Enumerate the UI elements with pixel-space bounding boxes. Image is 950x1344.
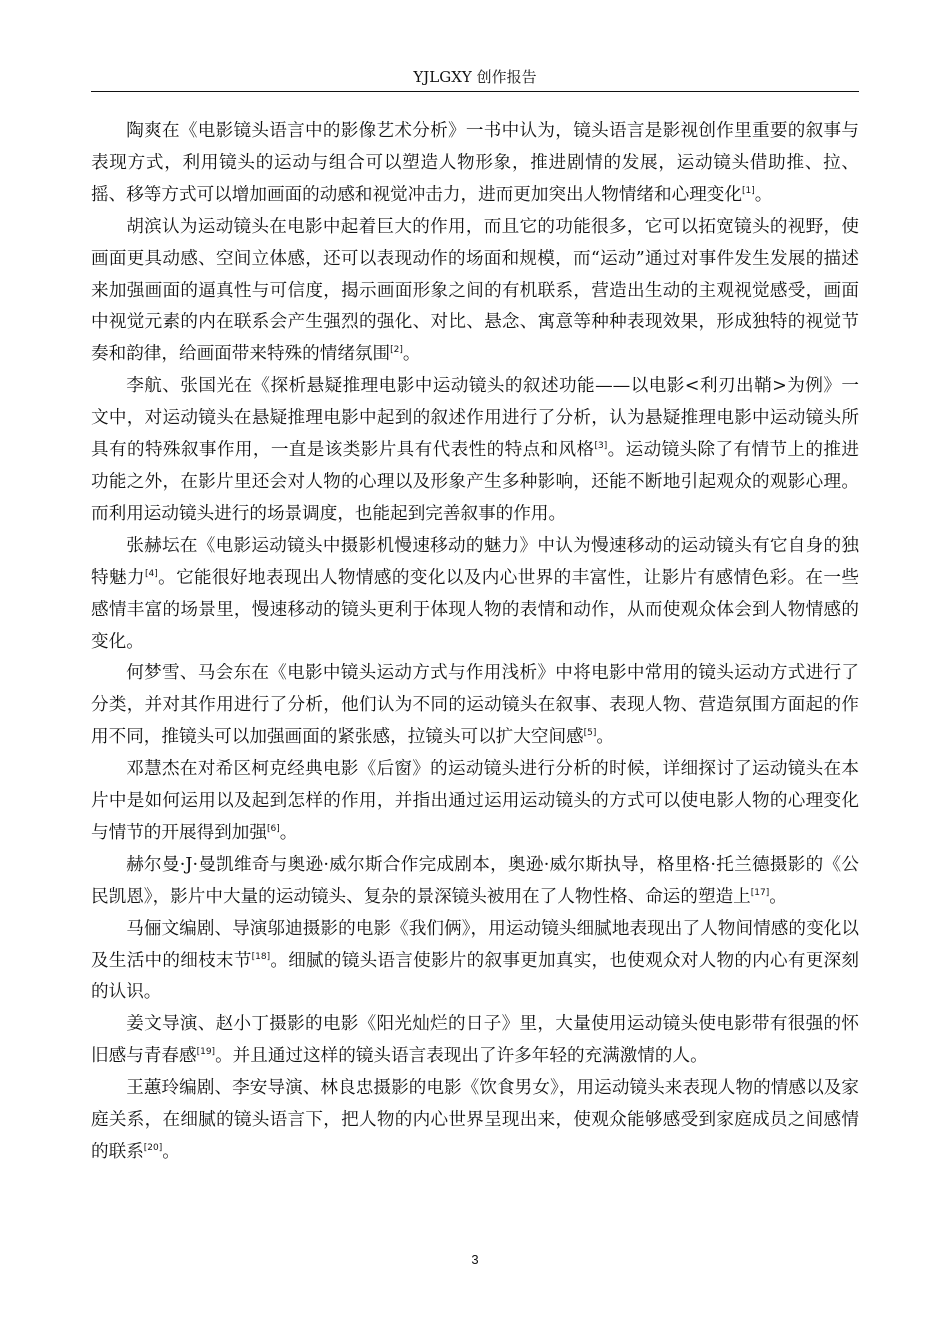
- paragraph-hu-bin: [91, 212, 859, 372]
- paragraph-women-lia: [91, 914, 859, 1010]
- citation-marker: [3]: [594, 441, 608, 452]
- paragraph-text: 胡滨认为运动镜头在电影中起着巨大的作用，而且它的功能很多，它可以拓宽镜头的视野，使画面更具动感、空间立体感，还可以表现动作的场面和规模，而“运动”通过对事件发生发展的描述来加强画面的逼真性与可信度，揭示画面形象之间的有机联系，营造出生动的主观视觉感受，画面中视觉元素的内在联系会产生强烈的强化、对比、悬念、寓意等种种表现效果，形成独特的视觉节奏和韵律，给画面带来特殊的情绪氛围: [91, 216, 859, 365]
- paragraph-text: 邓慧杰在对希区柯克经典电影《后窗》的运动镜头进行分析的时候，详细探讨了运动镜头在本片中是如何运用以及起到怎样的作用，并指出通过运用运动镜头的方式可以使电影人物的心理变化与情节的开展得到加强: [91, 759, 859, 843]
- paragraph-text-tail: 。: [162, 1142, 180, 1162]
- paragraph-text: 姜文导演、赵小丁摄影的电影《阳光灿烂的日子》里，大量使用运动镜头使电影带有很强的怀旧感与青春感: [91, 1014, 859, 1067]
- paragraph-zhang-hetan: [91, 531, 859, 659]
- paragraph-text-tail: 。并且通过这样的镜头语言表现出了许多年轻的充满激情的人。: [215, 1046, 708, 1067]
- paragraph-eat-drink: [91, 1073, 859, 1169]
- paragraph-citizen-kane: [91, 850, 859, 914]
- citation-marker: [19]: [196, 1047, 216, 1058]
- header-divider: [91, 91, 859, 92]
- running-header: YJLGXY 创作报告: [413, 68, 537, 86]
- paragraph-text-tail: 。它能很好地表现出人物情感的变化以及内心世界的丰富性，让影片有感情色彩。在一些感情丰富的场景里，慢速移动的镜头更利于体现人物的表情和动作，从而使观众体会到人物情感的变化。: [91, 567, 859, 652]
- paragraph-text-tail: 。: [402, 344, 421, 365]
- paragraph-deng-huijie: [91, 754, 859, 850]
- paragraph-li-hang: [91, 371, 859, 531]
- paragraph-he-mengxue: [91, 658, 859, 754]
- citation-marker: [5]: [583, 728, 597, 739]
- paragraph-text: 赫尔曼·J·曼凯维奇与奥逊·威尔斯合作完成剧本，奥逊·威尔斯执导，格里格·托兰德摄影的《公民凯恩》，影片中大量的运动镜头、复杂的景深镜头被用在了人物性格、命运的塑造上: [91, 854, 859, 907]
- citation-marker: [20]: [143, 1143, 163, 1153]
- paragraph-text: 李航、张国光在《探析悬疑推理电影中运动镜头的叙述功能——以电影<利刃出鞘>为例》一文中，对运动镜头在悬疑推理电影中起到的叙述作用进行了分析，认为悬疑推理电影中运动镜头所具有的特殊叙事作用，一直是该类影片具有代表性的特点和风格: [91, 376, 859, 461]
- paragraph-text-tail: 。: [279, 822, 298, 843]
- citation-marker: [1]: [741, 185, 755, 196]
- paragraph-text: 何梦雪、马会东在《电影中镜头运动方式与作用浅析》中将电影中常用的镜头运动方式进行了分类，并对其作用进行了分析，他们认为不同的运动镜头在叙事、表现人物、营造氛围方面起的作用不同，推镜头可以加强画面的紧张感，拉镜头可以扩大空间感: [91, 663, 859, 748]
- paragraph-text-tail: 。运动镜头除了有情节上的推进功能之外，在影片里还会对人物的心理以及形象产生多种影响，还能不断地引起观众的观影心理。而利用运动镜头进行的场景调度，也能起到完善叙事的作用。: [91, 440, 859, 524]
- page-number: 3: [471, 1252, 479, 1267]
- citation-marker: [4]: [144, 568, 158, 579]
- citation-marker: [17]: [750, 887, 770, 898]
- paragraph-text-tail: 。细腻的镜头语言使影片的叙事更加真实，也使观众对人物的内心有更深刻的认识。: [91, 950, 859, 1003]
- paragraph-text-tail: 。: [769, 886, 787, 907]
- paragraph-text-tail: 。: [596, 727, 614, 748]
- paragraph-sunny-days: [91, 1009, 859, 1073]
- citation-marker: [2]: [390, 345, 403, 356]
- citation-marker: [6]: [266, 823, 280, 834]
- paragraph-text: 马俪文编剧、导演邬迪摄影的电影《我们俩》，用运动镜头细腻地表现出了人物间情感的变化以及生活中的细枝末节: [91, 918, 859, 971]
- paragraph-tao-shuang: [91, 116, 859, 212]
- citation-marker: [18]: [251, 951, 271, 962]
- paragraph-text: 张赫坛在《电影运动镜头中摄影机慢速移动的魅力》中认为慢速移动的运动镜头有它自身的独特魅力: [91, 535, 859, 588]
- paragraph-text: 陶爽在《电影镜头语言中的影像艺术分析》一书中认为，镜头语言是影视创作里重要的叙事与表现方式，利用镜头的运动与组合可以塑造人物形象，推进剧情的发展，运动镜头借助推、拉、摇、移等方式可以增加画面的动感和视觉冲击力，进而更加突出人物情绪和心理变化: [91, 121, 859, 205]
- paragraph-text-tail: 。: [754, 184, 773, 205]
- paragraph-text: 王蕙玲编剧、李安导演、林良忠摄影的电影《饮食男女》，用运动镜头来表现人物的情感以及家庭关系，在细腻的镜头语言下，把人物的内心世界呈现出来，使观众能够感受到家庭成员之间感情的联系: [91, 1078, 859, 1162]
- body-text: [91, 116, 859, 1169]
